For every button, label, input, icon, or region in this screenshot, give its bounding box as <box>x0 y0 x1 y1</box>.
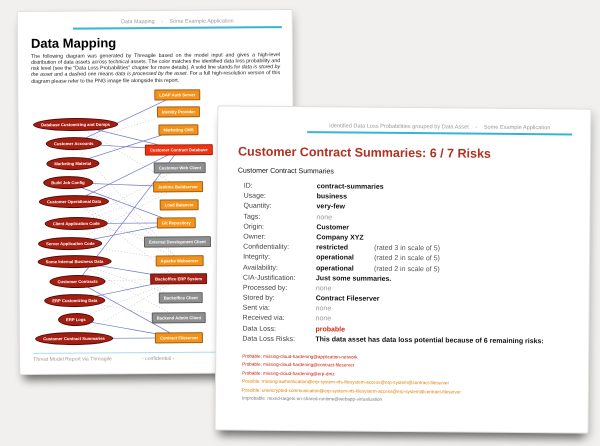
property-value: business <box>316 193 348 201</box>
property-value: operational <box>315 264 354 273</box>
property-value: probable <box>315 325 346 334</box>
data-asset-node: ERP Customizing Data <box>44 294 105 307</box>
data-asset-node: Some Internal Business Data <box>38 255 112 269</box>
risk-item: Probable: missing-cloud-hardening@application-network <box>242 353 358 360</box>
property-label: Availability: <box>242 264 278 272</box>
page-title: Data Mapping <box>30 35 117 51</box>
property-label: Usage: <box>243 192 266 200</box>
tech-asset-node: Identity Provider <box>157 106 200 117</box>
property-label: Received via: <box>242 315 285 323</box>
header-chapter: Identified Data Loss Probabilities grouped by Data Asset <box>329 123 469 131</box>
property-value: Contract Fileserver <box>315 295 380 303</box>
property-label: Quantity: <box>243 202 272 211</box>
property-value: none <box>315 285 332 293</box>
header-separator: - <box>475 124 478 131</box>
intro-text-run: The following diagram was generated by Threagile based on the model input and gives a high-level distribution of data assets across technical assets. The color matches the identified data loss probability and risk level (see the "Data Loss Probabilities" chapter for more details). A solid line stands for <box>31 52 281 73</box>
tech-asset-node: Backoffice Client <box>159 292 203 303</box>
data-asset-node: Client Application Code <box>45 217 108 230</box>
property-value: operational <box>316 254 354 262</box>
intro-text-run: and a dashed one means <box>52 71 116 79</box>
intro-text-run: . For a full high-resolution version of this diagram please refer to the PNG image file alongside this report. <box>31 70 281 85</box>
tech-asset-node: Contract Fileserver <box>155 332 203 343</box>
tech-asset-node: Customer Contract Database <box>145 144 213 155</box>
property-value: This data asset has data loss potential because of 6 remaining risks: <box>315 336 544 346</box>
property-value: contract-summaries <box>316 183 384 191</box>
tech-asset-node: Apache Webserver <box>156 255 204 266</box>
header-app-title: Some Example Application <box>169 18 234 25</box>
property-label: Origin: <box>243 223 265 231</box>
data-asset-node: ERP Logs <box>58 313 94 326</box>
footer-report-name: Threat Model Report via Threagile <box>33 356 112 363</box>
data-asset-node: Build Job Config <box>43 176 93 189</box>
tech-asset-node: Jenkins Buildserver <box>153 181 203 192</box>
header-separator: - <box>161 18 163 25</box>
property-label: Sent via: <box>242 304 270 313</box>
risk-item: Improbable: mixed-targets-on-shared-runtime@webapp-virtualization <box>241 395 383 402</box>
property-rating-note: (rated 2 in scale of 5) <box>373 265 440 273</box>
property-label: Owner: <box>243 233 266 241</box>
property-label: Stored by: <box>242 294 275 302</box>
intro-text-run: data is stored by the asset <box>31 64 281 79</box>
tech-asset-node: Marketing CMS <box>158 124 198 135</box>
asset-properties <box>242 183 577 349</box>
risk-item: Possible: missing-authentication@erp-system-nfs-filesystem-access@erp-system@contract-fileserver <box>241 378 450 386</box>
data-asset-node: Database Customizing and Dumps <box>33 118 118 132</box>
footer-confidential: - confidential - <box>141 355 175 363</box>
property-label: Data Loss Risks: <box>242 335 295 343</box>
property-label: ID: <box>243 182 253 190</box>
tech-asset-node: LDAP Auth Server <box>154 89 200 100</box>
tech-asset-node: Backoffice ERP System <box>150 273 207 284</box>
intro-text-run: data is processed by the asset <box>115 71 187 78</box>
property-value: none <box>315 305 332 313</box>
risk-list <box>242 353 578 406</box>
property-value: Company XYZ <box>316 234 364 242</box>
property-value: Just some summaries. <box>315 274 392 283</box>
property-row <box>242 335 576 348</box>
data-asset-node: Customer Contract Summaries <box>35 332 113 346</box>
data-loss-page <box>215 105 592 433</box>
data-asset-node: Customer Contracts <box>49 275 105 288</box>
risk-item: Possible: unencrypted-communication@erp-system-nfs-filesystem-access@erp-system@contract-fileserver <box>241 387 461 395</box>
tech-asset-node: Customer Web Client <box>154 162 206 173</box>
data-asset-node: Server Application Code <box>38 237 103 250</box>
data-asset-node: Customer Accounts <box>46 137 102 150</box>
tech-asset-node: External Development Client <box>144 236 211 247</box>
property-label: Confidentiality: <box>243 243 290 252</box>
header-chapter: Data Mapping <box>121 19 155 26</box>
property-value: Customer <box>316 223 350 232</box>
asset-risk-title: Customer Contract Summaries: 6 / 7 Risks <box>237 144 491 161</box>
risk-item: Probable: missing-cloud-hardening@erp-dmz <box>242 370 335 377</box>
property-value: none <box>315 315 332 323</box>
header-app-title: Some Example Application <box>483 124 551 132</box>
property-label: Data Loss: <box>242 325 276 333</box>
data-asset-node: Marketing Material <box>46 157 99 170</box>
risk-item: Probable: missing-cloud-hardening@contract-fileserver <box>242 362 355 368</box>
property-rating-note: (rated 2 in scale of 5) <box>374 255 440 263</box>
property-label: CIA-Justification: <box>242 274 296 282</box>
property-value: none <box>316 213 333 221</box>
property-rating-note: (rated 3 in scale of 5) <box>374 244 440 253</box>
tech-asset-node: Git Repository <box>157 217 196 228</box>
property-label: Tags: <box>243 213 261 221</box>
asset-subtitle: Customer Contract Summaries <box>237 167 334 176</box>
property-label: Integrity: <box>243 253 270 262</box>
property-label: Processed by: <box>242 284 288 292</box>
property-value: very-few <box>316 203 345 211</box>
tech-asset-node: Load Balancer <box>160 199 199 210</box>
data-asset-node: Customer Operational Data <box>39 195 109 208</box>
tech-asset-node: Backend Admin Client <box>152 312 206 323</box>
property-value: restricted <box>316 244 349 252</box>
page-header <box>307 123 572 135</box>
